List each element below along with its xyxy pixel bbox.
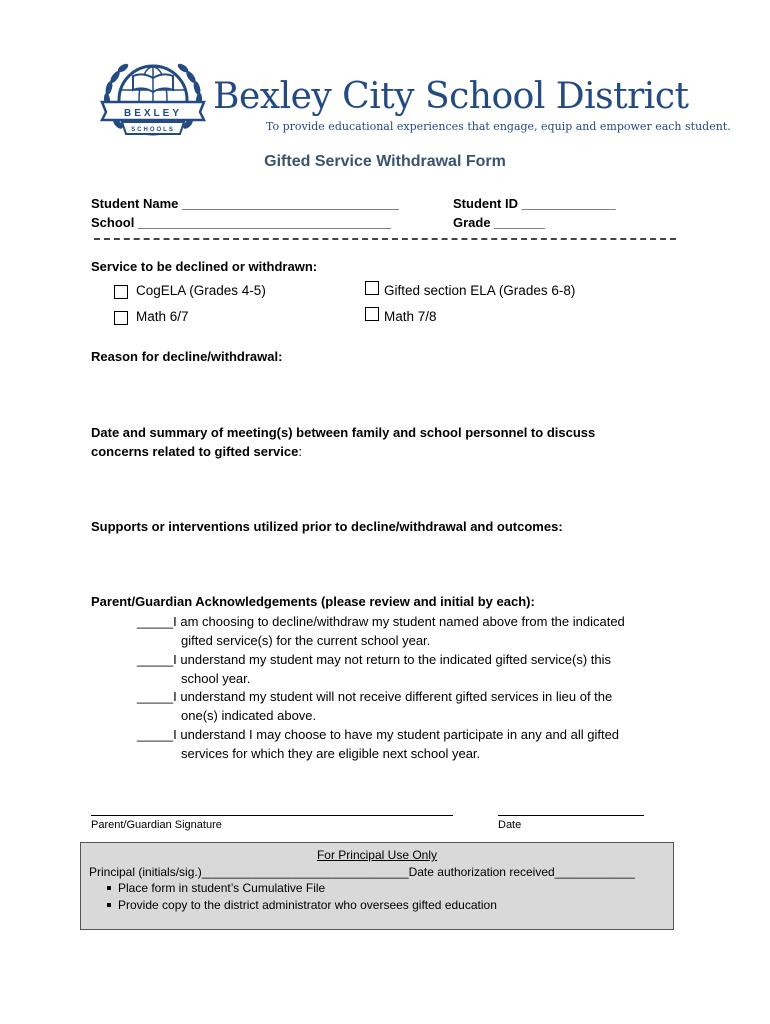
district-tagline: To provide educational experiences that engage, equip and empower each student. xyxy=(266,120,731,133)
ack-heading: Parent/Guardian Acknowledgements (please review and initial by each): xyxy=(91,594,535,609)
gifted-ela-label: Gifted section ELA (Grades 6-8) xyxy=(384,283,576,298)
ack-item-3[interactable] xyxy=(137,687,612,725)
service-heading: Service to be declined or withdrawn: xyxy=(91,259,318,274)
ack-1-line2: gifted service(s) for the current school year. xyxy=(181,633,431,648)
principal-bullet-2-text: Provide copy to the district administrator who oversees gifted education xyxy=(118,898,497,912)
principal-bullet-1 xyxy=(107,881,325,895)
cogela-checkbox[interactable] xyxy=(114,285,128,299)
signature-label: Parent/Guardian Signature xyxy=(91,819,222,831)
cogela-label: CogELA (Grades 4-5) xyxy=(136,283,266,298)
supports-heading: Supports or interventions utilized prior to decline/withdrawal and outcomes: xyxy=(91,519,563,534)
student-name-field[interactable]: Student Name ______________________________ xyxy=(91,196,399,211)
school-field[interactable]: School ___________________________________ xyxy=(91,215,391,230)
district-name: Bexley City School District xyxy=(213,76,689,117)
ack-4-line2: services for which they are eligible next school year. xyxy=(181,746,481,761)
ack-1-line1: _____I am choosing to decline/withdraw my student named above from the indicated xyxy=(137,614,625,629)
meeting-heading-line1: Date and summary of meeting(s) between family and school personnel to discuss xyxy=(91,425,596,440)
ack-2-line2: school year. xyxy=(181,671,251,686)
ack-item-1[interactable] xyxy=(137,612,625,650)
principal-heading: For Principal Use Only xyxy=(316,848,438,862)
section-divider xyxy=(94,238,676,240)
math-6-7-label: Math 6/7 xyxy=(136,309,189,324)
date-line[interactable] xyxy=(498,815,644,816)
bullet-icon xyxy=(107,903,111,907)
meeting-heading-colon: : xyxy=(298,444,302,459)
ack-item-2[interactable] xyxy=(137,650,611,688)
signature-line[interactable] xyxy=(91,815,453,816)
ack-2-line1: _____I understand my student may not return to the indicated gifted service(s) this xyxy=(137,652,612,667)
math-7-8-checkbox[interactable] xyxy=(365,307,379,321)
gifted-ela-checkbox[interactable] xyxy=(365,281,379,295)
math-6-7-checkbox[interactable] xyxy=(114,311,128,325)
meeting-heading-line2 xyxy=(91,444,302,459)
principal-bullet-1-text: Place form in student’s Cumulative File xyxy=(118,881,326,895)
student-id-field[interactable]: Student ID _____________ xyxy=(453,196,616,211)
district-logo xyxy=(96,50,210,150)
reason-heading: Reason for decline/withdrawal: xyxy=(91,349,283,364)
logo-text-top: BEXLEY xyxy=(123,108,183,119)
principal-use-box xyxy=(80,842,674,930)
math-7-8-label: Math 7/8 xyxy=(384,309,437,324)
grade-field[interactable]: Grade _______ xyxy=(453,215,545,230)
ack-3-line2: one(s) indicated above. xyxy=(181,708,317,723)
principal-bullet-2 xyxy=(107,898,497,912)
form-title: Gifted Service Withdrawal Form xyxy=(264,153,506,170)
ack-3-line1: _____I understand my student will not receive different gifted services in lieu of the xyxy=(137,689,613,704)
bullet-icon xyxy=(107,886,111,890)
meeting-heading-text: concerns related to gifted service xyxy=(91,444,299,459)
ack-4-line1: _____I understand I may choose to have my student participate in any and all gifted xyxy=(137,727,620,742)
date-label: Date xyxy=(498,819,522,831)
principal-signature-line[interactable]: Principal (initials/sig.)_______________________________Date authorization received____________ xyxy=(89,865,635,879)
logo-text-bottom: SCHOOLS xyxy=(131,127,175,133)
ack-item-4[interactable] xyxy=(137,725,619,763)
